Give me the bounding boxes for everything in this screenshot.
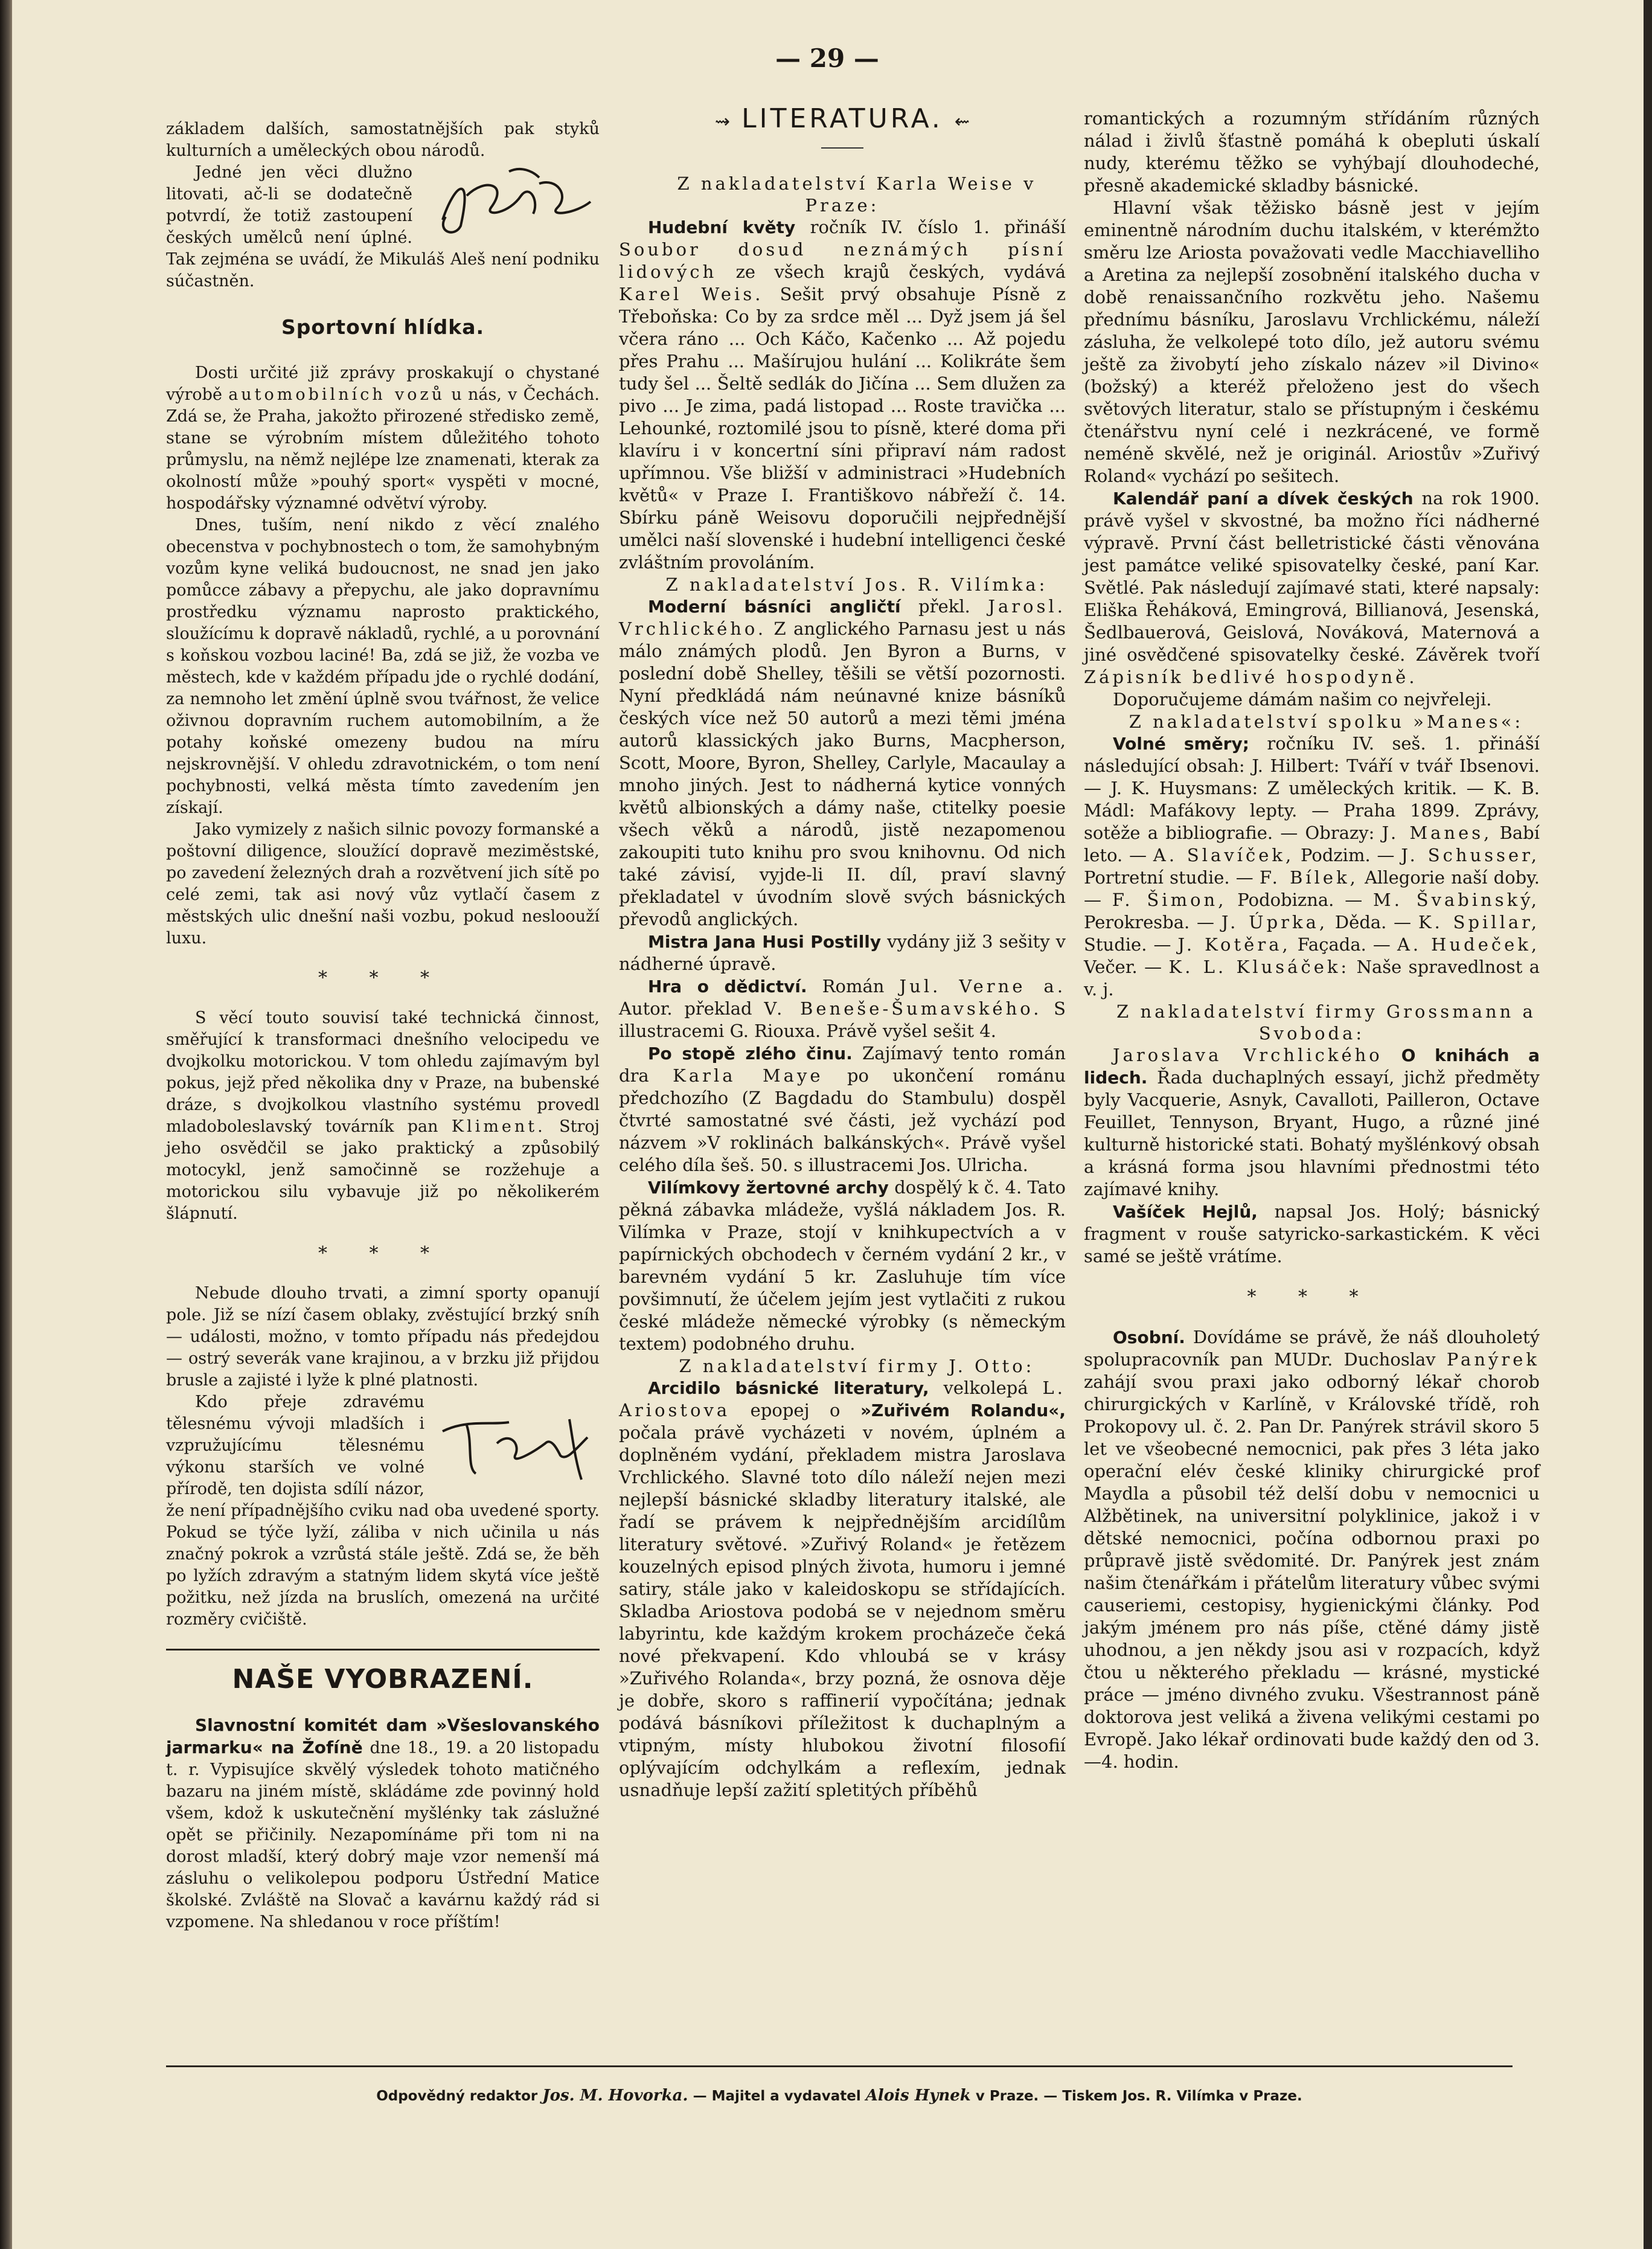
publisher-heading: Z nakladatelství Jos. R. Vilímka: bbox=[665, 574, 1048, 595]
paragraph: Dnes, tuším, není nikdo z věcí znalého obecenstva v pochybnostech o tom, že samohybným vozům kyne veliká budoucnost, ne snad jen jako pomůcce zábavy a přepychu, ale jako dopravnímu prostředku významu naprosto praktického, sloužícímu k dopravě nákladů, rychlé, a u porovnání s koňskou vozbou laciné! Ba, zdá se již, že vozba ve městech, kde v každém případu jde o rychlé dodání, za nemnoho let změní úplně svou tvářnost, že velice oživnou dopravním ruchem automobilním, a že potahy koňské omezeny budou na míru nejskrovnější. V ohledu zdravotnickém, o tom není pochybnosti, velká města tímto zavedením jen získají. bbox=[166, 516, 600, 817]
section-title-vyobrazeni: NAŠE VYOBRAZENÍ. bbox=[232, 1664, 534, 1695]
paragraph: Kdo přeje zdravému tělesnému vývoji mladších i vzpružujícímu tělesnému výkonu starších ve volné přírodě, ten dojista sdílí názor, že není případnějšího cviku nad oba uvedené sporty. Pokud se týče lyží, záliba v nich učinila u nás značný pokrok a vzrůstá stále ještě. Zdá se, že běh po lyžích zdravým a statným lidem skytá více ještě požitku, než jízda na bruslích, omezená na určité rozměry cvičiště. bbox=[166, 1393, 600, 1629]
horizontal-rule bbox=[166, 1649, 600, 1651]
short-dash bbox=[821, 147, 863, 149]
column-right bbox=[1084, 107, 1540, 1773]
paragraph: romantických a rozumným střídáním různých nálad i živlů šťastně pomáhá k obepluti úskalí nudy, kterému těžko se vyhýbají dlouhodeché, přesně akademické skladby básnické. bbox=[1084, 108, 1540, 196]
paragraph: S věcí touto souvisí také technická činnost, směřující k transformaci dnešního velocipedu ve dvojkolku motorickou. V tom ohledu zajímavým byl pokus, jejž před několika dny v Praze, na bubenské dráze, s dvojkolkou vlastního systému provedl mladoboleslavský továrník pan Kliment. Stroj jeho osvědčil se jako praktický a způsobilý motocykl, jenž samočinně se rozžehuje a motorickou silu vybavuje již po několikerém šlápnutí. bbox=[166, 1009, 600, 1223]
paragraph: Hudební květy ročník IV. číslo 1. přináší Soubor dosud neznámých písní lidových ze všech krajů českých, vydává Karel Weis. Sešit prvý obsahuje Písně z Třeboňska: Co by za srdce měl ... Dyž jsem já šel včera ráno ... Och Káčo, Kačenko ... Až pojedu přes Prahu ... Mašírujou hulání ... Kolikráte šem tudy šel ... Šeltě sedlák do Jičína ... Sem dlužen za pivo ... Je zima, padá listopad ... Roste travička ... Lehounké, roztomilé jsou to písně, které doma při klavíru i v koncertní síni připraví nám radost upřímnou. Vše bližší v administraci »Hudebních květů« v Praze I. Františkovo nábřeží č. 14. Sbírku páně Weisovu doporučili nejpřednější umělci naší slovenské i hudební intelligenci české zvláštním provoláním. bbox=[619, 217, 1066, 573]
page-gutter bbox=[0, 0, 12, 2249]
ornament-right-icon: ⇜ bbox=[954, 111, 970, 132]
paragraph: Vilímkovy žertovné archy dospělý k č. 4. Tato pěkná zábavka mládeže, vyšlá nákladem Jos. R. Vilímka v Praze, stojí v knihkupectvích a v papírnických obchodech v černém vydání 2 kr., v barevném vydání 5 kr. Zasluhuje tím více povšimnutí, že účelem jejím jest vytlačiti z rukou české mládeže německé výrobky (s německým textem) podobného druhu. bbox=[619, 1177, 1066, 1354]
paragraph: základem dalších, samostatnějších pak styků kulturních a uměleckých obou národů. bbox=[166, 120, 600, 160]
document-page bbox=[12, 0, 1644, 2249]
publisher-heading: Z nakladatelství spolku »Manes«: bbox=[1129, 711, 1524, 732]
section-divider-stars: * * * bbox=[1247, 1286, 1377, 1307]
paragraph: Jako vymizely z našich silnic povozy formanské a poštovní diligence, sloužící dopravě meziměstské, po zavedení železných drah a rozvětvení jich sítě po celé zemi, tak asi nový vůz vytlačí časem z městských ulic dnešní naši vozbu, pokud nesloouží luxu. bbox=[166, 820, 600, 948]
publisher-heading: Z nakladatelství Karla Weise v Praze: bbox=[677, 173, 1037, 216]
publisher-heading: Z nakladatelství firmy J. Otto: bbox=[679, 1356, 1035, 1376]
column-left bbox=[166, 118, 600, 1933]
paragraph: Hlavní však těžisko básně jest v jejím eminentně národním duchu italském, v kterémžto směru lze Ariosta považovati vedle Macchiavelliho a Aretina za nejlepší zosobnění italského ducha v době renaissančního rozkvětu jeho. Našemu přednímu básníku, Jaroslavu Vrchlickému, náleží zásluha, že velkolepé toto dílo, jež autoru svému ještě za živobytí jeho získalo název »il Divino« (božský) a kteréž přeloženo jest do všech světových literatur, stalo se přístupným i českému čtenářstvu nyní celé i nezkrácené, ve formě neméně skvělé, než je originál. Ariostův »Zuřivý Roland« vychází po sešitech. bbox=[1084, 197, 1540, 486]
page-number: — 29 — bbox=[775, 43, 879, 73]
paragraph: Doporučujeme dámám našim co nejvřeleji. bbox=[1113, 689, 1492, 710]
paragraph: Arcidilo básnické literatury, velkolepá L. Ariostova epopej o »Zuřivém Rolandu«, počala právě vycházeti v novém, úplném a doplněném vydání, překladem mistra Jaroslava Vrchlického. Slavné toto dílo náleží nejen mezi nejlepší básnické skladby literatury italské, ale řadí se právem k nejpřednějším arcidílům literatury světové. »Zuřivý Roland« je řetězem kouzelných episod plných života, humoru i jemné satiry, stále jako v kaleidoskopu se střídajících. Skladba Ariostova podobá se v nejednom směru labyrintu, kde každým krokem procházeče čeká nové překvapení. Kdo vhloubá se v krásy »Zuřivého Rolanda«, brzy pozná, že osnova děje je dobře, skoro s raffinerií vypočítána; jednak podává básníkovi příležitost k duchaplným a vtipným, místy hlubokou životní filosofií oplývajícím odchylkám a reflexím, jednak usnadňuje lepší zažití spletitých příběhů bbox=[619, 1378, 1066, 1800]
section-title-sport: Sportovní hlídka. bbox=[281, 315, 485, 339]
paragraph: Jaroslava Vrchlického O knihách a lidech. Řada duchaplných essayí, jichž předměty byly Vacquerie, Asnyk, Cavalloti, Pailleron, Octave Feuillet, Tennyson, Bryant, Hugo, a různé jiné kulturně historické stati. Bohatý myšlénkový obsah a krásná forma jsou hlavními přednostmi této zajímavé knihy. bbox=[1084, 1045, 1540, 1199]
paragraph: Nebude dlouho trvati, a zimní sporty opanují pole. Již se nízí časem oblaky, zvěstující brzký sníh — události, možno, v tomto případu nás předejdou — ostrý severák vane krajinou, a v brzku již přijdou brusle a zajisté i lyže k plné platnosti. bbox=[166, 1284, 600, 1390]
signature-image bbox=[431, 1395, 600, 1486]
paragraph: Osobní. Dovídáme se právě, že náš dlouholetý spolupracovník pan MUDr. Duchoslav Panýrek zahájí svou praxi jako odborný lékař chorob chirurgických v Karlíně, v Královské třídě, roh Prokopovy ul. č. 2. Pan Dr. Panýrek strávil skoro 5 let ve všeobecné nemocnici, pak přes 3 léta jako operační elév české kliniky chirurgické prof Maydla a působil též delší dobu v nemocnici u Alžbětinek, na universitní polyklinice, jakož i v dětské nemocnici, počína odbornou praxi po průpravě jistě svědomité. Dr. Panýrek jest znám našim čtenářkám i přátelům literatury vůbec svými causeriemi, cestopisy, hygienickými články. Pod jakým jménem pro nás píše, ctěné dámy jistě uhodnou, a jen někdy jsou asi v rozpacích, když čtou u některého překladu — krásné, mystické práce — jméno divného zvuku. Všestrannost páně doktorova jest veliká a živena velikými cestami po Evropě. Jako lékař ordinovati bude každý den od 3.—4. hodin. bbox=[1084, 1327, 1540, 1772]
publisher-heading: Z nakladatelství firmy Grossmann a Svoboda: bbox=[1116, 1001, 1536, 1044]
paragraph: Kalendář paní a dívek českých na rok 1900. právě vyšel v skvostné, ba možno říci nádherné výpravě. První část belletristické části věnována jest památce veliké spisovatelky české, paní Kar. Světlé. Pak následují zajímavé stati, které napsaly: Eliška Řeháková, Emingrová, Billianová, Jesenská, Šedlbauerová, Geislová, Nováková, Maternová a jiné osvědčené spisovatelky české. Závěrek tvoří Zápisník bedlivé hospodyně. bbox=[1084, 488, 1540, 687]
signature-image bbox=[418, 159, 600, 238]
paragraph: Mistra Jana Husi Postilly vydány již 3 sešity v nádherné úpravě. bbox=[619, 931, 1066, 974]
paragraph: Jedné jen věci dlužno litovati, ač-li se dodatečně potvrdí, že totiž zastoupení českých umělců není úplné. Tak zejména se uvádí, že Mikuláš Aleš není podniku súčastněn. bbox=[166, 162, 600, 292]
section-title-literatura: ⇝ LITERATURA. ⇜ bbox=[714, 103, 970, 134]
section-divider-stars: * * * bbox=[318, 967, 448, 989]
paragraph: Moderní básníci angličtí překl. Jarosl. Vrchlického. Z anglického Parnasu jest u nás málo známých plodů. Jen Byron a Burns, v poslední době Shelley, těšili se větší pozornosti. Nyní předkládá nám neúnavné knize básníků českých více než 50 autorů a mezi těmi jména autorů klassických jako Burns, Macpherson, Scott, Moore, Byron, Shelley, Carlyle, Macaulay a mnoho jiných. Jest to nádherná kytice vonných květů albionských a dámy naše, ctitelky poesie všech věků a národů, jistě nezapomenou zakoupiti tuto knihu pro svou knihovnu. Od nich také závisí, vyjde-li II. díl, praví slavný překladatel v úvodním slově svých básnických převodů anglických. bbox=[619, 596, 1066, 929]
paragraph: Po stopě zlého činu. Zajímavý tento román dra Karla Maye po ukončení románu předchozího (Z Bagdadu do Stambulu) dospěl čtvrté samostatné své části, jež vychází pod názvem »V roklinách balkánských«. Právě vyšel celého díla šeš. 50. s illustracemi Jos. Ulricha. bbox=[619, 1043, 1066, 1175]
paragraph: Dosti určité již zprávy proskakují o chystané výrobě automobilních vozů u nás, v Čechách. Zdá se, že Praha, jakožto přirozené středisko země, stane se výrobním místem důležitého tohoto průmyslu, na němž nejlépe lze znamenati, kterak za okolností může »pouhý sport« vyspěti v mocné, hospodářsky významné odvětví výroby. bbox=[166, 364, 600, 513]
ornament-left-icon: ⇝ bbox=[714, 111, 731, 132]
paragraph: Hra o dědictví. Román Jul. Verne a. Autor. překlad V. Beneše-Šumavského. S illustracemi G. Riouxa. Právě vyšel sešit 4. bbox=[619, 976, 1066, 1041]
column-middle bbox=[619, 103, 1066, 1801]
paragraph: Volné směry; ročníku IV. seš. 1. přináší následující obsah: J. Hilbert: Tváří v tvář Ibsenovi. — J. K. Huysmans: Z uměleckých kritik. — K. B. Mádl: Mafákovy lepty. — Praha 1899. Zprávy, sotěže a bibliografie. — Obrazy: J. Manes, Babí leto. — A. Slavíček, Podzim. — J. Schusser, Portretní studie. — F. Bílek, Allegorie naší doby. — F. Šimon, Podobizna. — M. Švabinský, Perokresba. — J. Úprka, Děda. — K. Spillar, Studie. — J. Kotěra, Façada. — A. Hudeček, Večer. — K. L. Klusáček: Naše spravedlnost a v. j. bbox=[1084, 733, 1540, 999]
section-divider-stars: * * * bbox=[318, 1243, 448, 1264]
paragraph: Slavnostní komitét dam »Všeslovanského jarmarku« na Žofíně dne 18., 19. a 20 listopadu t. r. Vypisujíce skvělý výsledek tohoto matičného bazaru na jiném místě, skládáme zde povinný hold všem, kdož k uskutečnění myšlénky tak záslužné opět se přičinily. Nezapomínáme při tom ni na dorost mladší, který dobrý maje vzor nemenší má zásluhu o velikolepou podporu Ústřední Matice školské. Zvláště na Slovač a kavárnu každý rád si vzpomene. Na shledanou v roce příštím! bbox=[166, 1715, 600, 1931]
footer-rule bbox=[166, 2065, 1513, 2067]
paragraph: Vašíček Hejlů, napsal Jos. Holý; básnický fragment v rouše satyricko-sarkastickém. K věci samé se ještě vrátíme. bbox=[1084, 1201, 1540, 1266]
imprint-footer: Odpovědný redaktor Jos. M. Hovorka. — Majitel a vydavatel Alois Hynek v Praze. — Tiskem Jos. R. Vilímka v Praze. bbox=[376, 2087, 1302, 2105]
